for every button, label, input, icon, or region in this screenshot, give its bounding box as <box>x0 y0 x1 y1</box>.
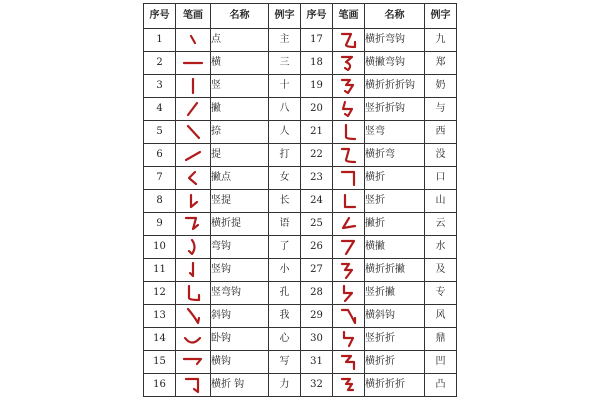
table-row <box>144 29 457 52</box>
index-cell: 25 <box>301 213 333 236</box>
example-char-cell: 没 <box>425 144 457 167</box>
stroke-name-cell: 竖 <box>211 75 269 98</box>
header-name-right: 名称 <box>365 4 425 29</box>
hengzhewangou-stroke-icon <box>337 31 361 49</box>
index-cell: 11 <box>144 259 176 282</box>
stroke-cell <box>176 98 211 121</box>
table-row <box>144 167 457 190</box>
stroke-table <box>143 3 457 397</box>
index-cell: 6 <box>144 144 176 167</box>
example-char-cell: 云 <box>425 213 457 236</box>
table-row <box>144 328 457 351</box>
dian-stroke-icon <box>181 31 205 49</box>
index-cell: 27 <box>301 259 333 282</box>
example-char-cell: 语 <box>269 213 301 236</box>
index-cell: 28 <box>301 282 333 305</box>
stroke-name-cell: 横折 钩 <box>211 374 269 397</box>
stroke-cell <box>176 167 211 190</box>
wogou-stroke-icon <box>181 330 205 348</box>
stroke-name-cell: 竖折折钩 <box>365 98 425 121</box>
header-stroke-right: 笔画 <box>333 4 365 29</box>
table-row <box>144 374 457 397</box>
table-row <box>144 52 457 75</box>
header-name-left: 名称 <box>211 4 269 29</box>
hengpie-stroke-icon <box>337 238 361 256</box>
stroke-name-cell: 卧钩 <box>211 328 269 351</box>
header-example-right: 例字 <box>425 4 457 29</box>
stroke-name-cell: 撇点 <box>211 167 269 190</box>
table-row <box>144 282 457 305</box>
hengzhezhepie-stroke-icon <box>337 261 361 279</box>
header-index-left: 序号 <box>144 4 176 29</box>
stroke-cell <box>333 75 365 98</box>
stroke-cell <box>333 305 365 328</box>
stroke-name-cell: 撇折 <box>365 213 425 236</box>
stroke-cell <box>176 121 211 144</box>
example-char-cell: 及 <box>425 259 457 282</box>
example-char-cell: 了 <box>269 236 301 259</box>
example-char-cell: 水 <box>425 236 457 259</box>
stroke-cell <box>176 236 211 259</box>
index-cell: 7 <box>144 167 176 190</box>
stroke-cell <box>333 121 365 144</box>
example-char-cell: 力 <box>269 374 301 397</box>
header-index-right: 序号 <box>301 4 333 29</box>
hengzhe-stroke-icon <box>337 169 361 187</box>
index-cell: 3 <box>144 75 176 98</box>
index-cell: 15 <box>144 351 176 374</box>
stroke-cell <box>176 305 211 328</box>
hengxiegou-stroke-icon <box>337 307 361 325</box>
index-cell: 4 <box>144 98 176 121</box>
stroke-name-cell: 斜钩 <box>211 305 269 328</box>
stroke-cell <box>333 190 365 213</box>
shu-stroke-icon <box>181 77 205 95</box>
ti-stroke-icon <box>181 146 205 164</box>
example-char-cell: 八 <box>269 98 301 121</box>
table-row <box>144 236 457 259</box>
henggou-stroke-icon <box>181 353 205 371</box>
example-char-cell: 人 <box>269 121 301 144</box>
index-cell: 18 <box>301 52 333 75</box>
stroke-name-cell: 横折提 <box>211 213 269 236</box>
shuti-stroke-icon <box>181 192 205 210</box>
stroke-cell <box>333 374 365 397</box>
example-char-cell: 凹 <box>425 351 457 374</box>
stroke-name-cell: 撇 <box>211 98 269 121</box>
example-char-cell: 鼎 <box>425 328 457 351</box>
example-char-cell: 长 <box>269 190 301 213</box>
stroke-cell <box>333 236 365 259</box>
hengzhezhezhe-stroke-icon <box>337 376 361 394</box>
stroke-name-cell: 横折折撇 <box>365 259 425 282</box>
stroke-name-cell: 竖折 <box>365 190 425 213</box>
pie-stroke-icon <box>181 100 205 118</box>
index-cell: 32 <box>301 374 333 397</box>
index-cell: 12 <box>144 282 176 305</box>
stroke-cell <box>176 52 211 75</box>
shuzhe-stroke-icon <box>337 192 361 210</box>
example-char-cell: 奶 <box>425 75 457 98</box>
stroke-name-cell: 竖弯钩 <box>211 282 269 305</box>
stroke-cell <box>176 328 211 351</box>
header-row <box>144 4 457 29</box>
stroke-name-cell: 横钩 <box>211 351 269 374</box>
example-char-cell: 山 <box>425 190 457 213</box>
index-cell: 14 <box>144 328 176 351</box>
example-char-cell: 我 <box>269 305 301 328</box>
index-cell: 2 <box>144 52 176 75</box>
stroke-cell <box>333 167 365 190</box>
stroke-cell <box>333 259 365 282</box>
table-row <box>144 121 457 144</box>
header-stroke-left: 笔画 <box>176 4 211 29</box>
example-char-cell: 小 <box>269 259 301 282</box>
index-cell: 22 <box>301 144 333 167</box>
example-char-cell: 打 <box>269 144 301 167</box>
stroke-name-cell: 横折折折 <box>365 374 425 397</box>
index-cell: 10 <box>144 236 176 259</box>
example-char-cell: 与 <box>425 98 457 121</box>
index-cell: 23 <box>301 167 333 190</box>
stroke-name-cell: 横折弯 <box>365 144 425 167</box>
shuzhepie-stroke-icon <box>337 284 361 302</box>
table-row <box>144 98 457 121</box>
stroke-cell <box>333 328 365 351</box>
example-char-cell: 郑 <box>425 52 457 75</box>
wangou-stroke-icon <box>181 238 205 256</box>
example-char-cell: 心 <box>269 328 301 351</box>
index-cell: 26 <box>301 236 333 259</box>
example-char-cell: 专 <box>425 282 457 305</box>
index-cell: 13 <box>144 305 176 328</box>
index-cell: 20 <box>301 98 333 121</box>
heng-stroke-icon <box>181 54 205 72</box>
stroke-name-cell: 竖提 <box>211 190 269 213</box>
table-row <box>144 75 457 98</box>
example-char-cell: 凸 <box>425 374 457 397</box>
example-char-cell: 孔 <box>269 282 301 305</box>
shuwan-stroke-icon <box>337 123 361 141</box>
stroke-cell <box>333 351 365 374</box>
example-char-cell: 三 <box>269 52 301 75</box>
stroke-name-cell: 竖折折 <box>365 328 425 351</box>
stroke-name-cell: 竖钩 <box>211 259 269 282</box>
stroke-name-cell: 横折折 <box>365 351 425 374</box>
piedian-stroke-icon <box>181 169 205 187</box>
shuwangou-stroke-icon <box>181 284 205 302</box>
stroke-name-cell: 横折弯钩 <box>365 29 425 52</box>
index-cell: 31 <box>301 351 333 374</box>
hengzhegou-stroke-icon <box>181 376 205 394</box>
shuzhezhegou-stroke-icon <box>337 100 361 118</box>
hengpiewangou-stroke-icon <box>337 54 361 72</box>
stroke-cell <box>176 282 211 305</box>
index-cell: 29 <box>301 305 333 328</box>
example-char-cell: 主 <box>269 29 301 52</box>
table-row <box>144 213 457 236</box>
stroke-cell <box>176 75 211 98</box>
stroke-table-container <box>143 3 456 396</box>
stroke-name-cell: 横斜钩 <box>365 305 425 328</box>
example-char-cell: 九 <box>425 29 457 52</box>
stroke-cell <box>176 144 211 167</box>
stroke-cell <box>176 29 211 52</box>
table-row <box>144 351 457 374</box>
table-row <box>144 259 457 282</box>
stroke-cell <box>176 351 211 374</box>
stroke-name-cell: 弯钩 <box>211 236 269 259</box>
stroke-name-cell: 横折折折钩 <box>365 75 425 98</box>
header-example-left: 例字 <box>269 4 301 29</box>
example-char-cell: 风 <box>425 305 457 328</box>
stroke-name-cell: 提 <box>211 144 269 167</box>
stroke-cell <box>333 52 365 75</box>
index-cell: 21 <box>301 121 333 144</box>
stroke-cell <box>333 213 365 236</box>
stroke-cell <box>333 282 365 305</box>
hengzheti-stroke-icon <box>181 215 205 233</box>
stroke-cell <box>333 29 365 52</box>
example-char-cell: 写 <box>269 351 301 374</box>
stroke-cell <box>333 98 365 121</box>
hengzhewan-stroke-icon <box>337 146 361 164</box>
example-char-cell: 西 <box>425 121 457 144</box>
index-cell: 24 <box>301 190 333 213</box>
shuzhezhe-stroke-icon <box>337 330 361 348</box>
index-cell: 16 <box>144 374 176 397</box>
hengzhezhezhegou-stroke-icon <box>337 77 361 95</box>
index-cell: 5 <box>144 121 176 144</box>
stroke-name-cell: 捺 <box>211 121 269 144</box>
stroke-name-cell: 横撇 <box>365 236 425 259</box>
hengzhezhe-stroke-icon <box>337 353 361 371</box>
stroke-cell <box>333 144 365 167</box>
index-cell: 19 <box>301 75 333 98</box>
shugou-stroke-icon <box>181 261 205 279</box>
example-char-cell: 口 <box>425 167 457 190</box>
index-cell: 17 <box>301 29 333 52</box>
stroke-name-cell: 横折 <box>365 167 425 190</box>
table-row <box>144 144 457 167</box>
example-char-cell: 女 <box>269 167 301 190</box>
stroke-name-cell: 横撇弯钩 <box>365 52 425 75</box>
stroke-cell <box>176 213 211 236</box>
stroke-name-cell: 竖折撇 <box>365 282 425 305</box>
table-row <box>144 305 457 328</box>
xiegou-stroke-icon <box>181 307 205 325</box>
table-row <box>144 190 457 213</box>
stroke-cell <box>176 374 211 397</box>
index-cell: 9 <box>144 213 176 236</box>
stroke-cell <box>176 190 211 213</box>
stroke-cell <box>176 259 211 282</box>
na-stroke-icon <box>181 123 205 141</box>
piezhe-stroke-icon <box>337 215 361 233</box>
index-cell: 1 <box>144 29 176 52</box>
index-cell: 8 <box>144 190 176 213</box>
stroke-name-cell: 竖弯 <box>365 121 425 144</box>
index-cell: 30 <box>301 328 333 351</box>
stroke-name-cell: 横 <box>211 52 269 75</box>
stroke-name-cell: 点 <box>211 29 269 52</box>
example-char-cell: 十 <box>269 75 301 98</box>
